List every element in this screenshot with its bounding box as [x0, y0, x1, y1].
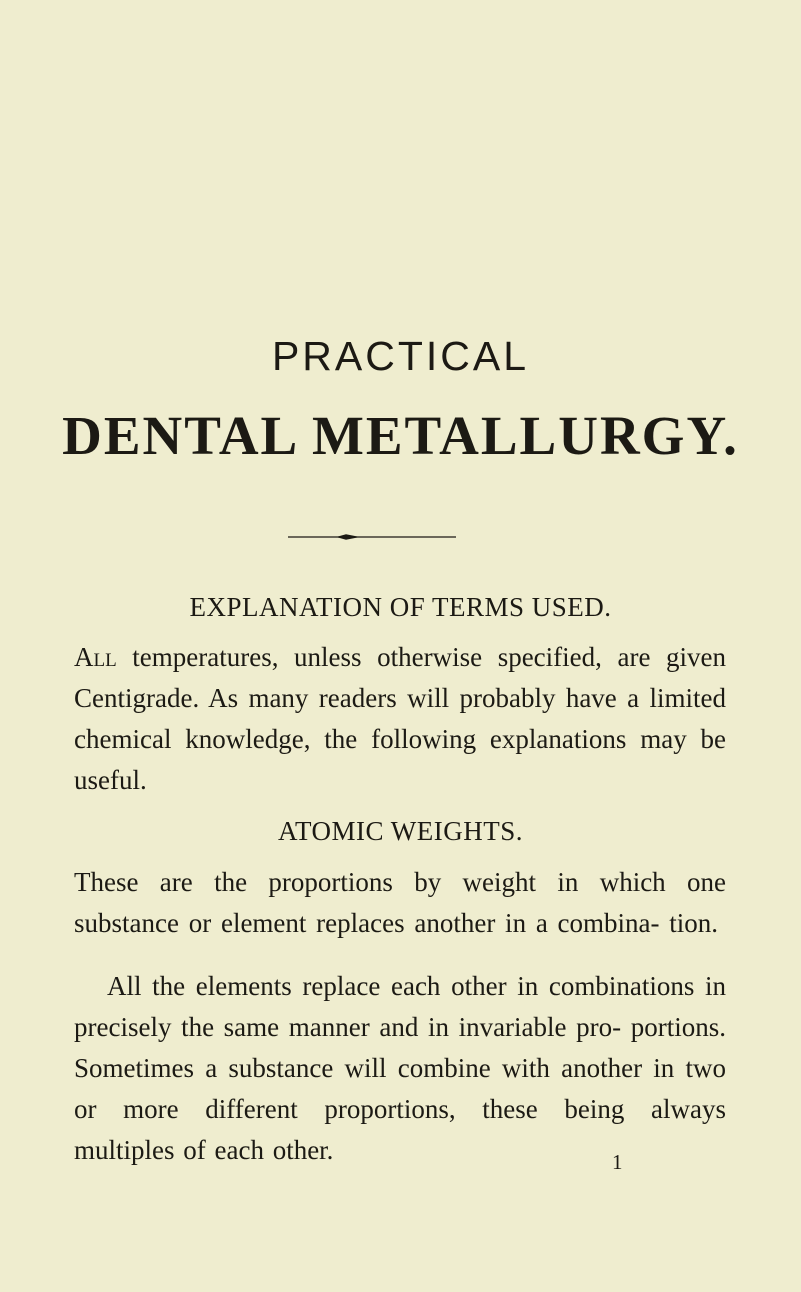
paragraph-temperatures: [74, 637, 726, 801]
section-heading-explanation: EXPLANATION OF TERMS USED.: [189, 592, 612, 622]
paragraph-temperatures-body: temperatures, unless otherwise specified, are given Centigrade. As many readers will probably have a limited chemical knowledge, the following explanations may be useful.: [74, 642, 726, 795]
paragraph-combinations: All the elements replace each other in combinations in precisely the same manner and in invariable pro- portions. Sometimes a substance will combine with another in two or more different proportions, these being always multiples of each other.: [74, 971, 726, 1165]
rule-ornament: [336, 534, 360, 540]
page-number: 1: [612, 1150, 623, 1174]
title-line-dental-metallurgy: DENTAL METALLURGY.: [62, 405, 739, 466]
ornamental-rule: [0, 531, 801, 543]
paragraph-proportions: These are the proportions by weight in which one substance or element replaces another in a combina- tion.: [74, 867, 726, 938]
lead-word: All: [74, 642, 117, 672]
section-heading-atomic-weights: ATOMIC WEIGHTS.: [277, 816, 523, 846]
title-line-practical: PRACTICAL: [271, 333, 530, 379]
